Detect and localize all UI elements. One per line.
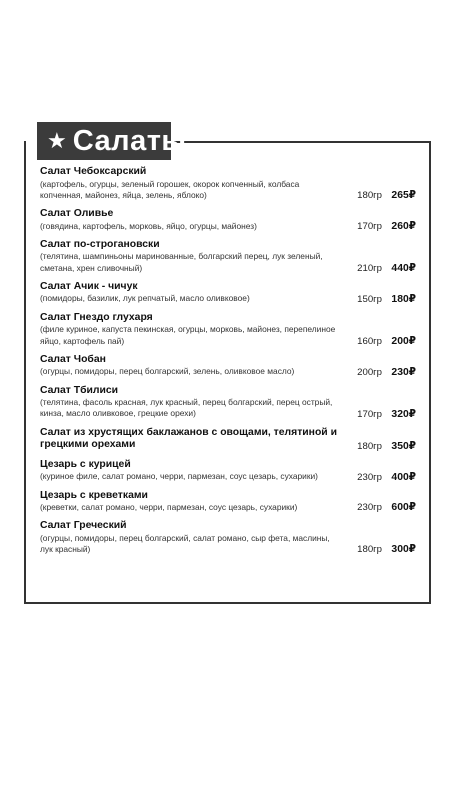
section-header <box>37 122 187 160</box>
menu-item <box>40 208 416 232</box>
item-description: (филе куриное, капуста пекинская, огурцы, морковь, майонез, перепелиное яйцо, картофель пай) <box>40 324 336 346</box>
item-description: (телятина, шампиньоны маринованные, болгарский перец, лук зеленый, сметана, хрен сливочный) <box>40 251 323 273</box>
item-description: (огурцы, помидоры, перец болгарский, салат романо, сыр фета, маслины, лук красный) <box>40 532 330 555</box>
item-name: Цезарь с курицей <box>40 458 131 470</box>
item-price: 300₽ <box>391 544 416 556</box>
item-weight: 180гр <box>357 544 382 556</box>
item-description: (телятина, фасоль красная, лук красный, перец болгарский, перец острый, кинза, масло оливковое, грецкие орехи) <box>40 397 333 419</box>
section-title: Салаты <box>72 124 187 157</box>
item-price: 350₽ <box>391 440 416 452</box>
menu-item <box>40 239 416 274</box>
item-name: Салат Оливье <box>40 208 114 220</box>
item-description: (говядина, картофель, морковь, яйцо, огурцы, майонез) <box>40 220 257 231</box>
item-price: 200₽ <box>391 335 416 347</box>
menu-item <box>40 490 416 514</box>
menu-item <box>40 385 416 420</box>
menu-item <box>40 459 416 483</box>
item-description: (помидоры, базилик, лук репчатый, масло оливковое) <box>40 293 250 304</box>
item-name: Салат Ачик - чичук <box>40 280 138 292</box>
menu-item <box>40 281 416 305</box>
item-description: (куриное филе, салат романо, черри, пармезан, соус цезарь, сухарики) <box>40 471 318 482</box>
item-description: (креветки, салат романо, черри, пармезан, соус цезарь, сухарики) <box>40 502 298 513</box>
item-name: Салат Гнездо глухаря <box>40 311 153 323</box>
item-name: Салат Греческий <box>40 520 127 532</box>
menu-item <box>40 427 416 452</box>
item-name: Цезарь с креветками <box>40 489 148 501</box>
item-weight: 200гр <box>357 366 382 378</box>
item-weight: 170гр <box>357 220 382 232</box>
item-weight: 160гр <box>357 335 382 347</box>
item-price: 600₽ <box>391 502 416 514</box>
menu-frame-top-border <box>174 141 431 143</box>
item-weight: 210гр <box>357 262 382 274</box>
item-name: Салат Чебоксарский <box>40 166 147 177</box>
item-weight: 230гр <box>357 471 382 483</box>
item-price: 260₽ <box>391 220 416 232</box>
item-price: 180₽ <box>391 293 416 305</box>
menu-list <box>40 166 416 562</box>
item-price: 320₽ <box>391 408 416 420</box>
item-weight: 230гр <box>357 502 382 514</box>
item-weight: 170гр <box>357 408 382 420</box>
item-weight: 150гр <box>357 293 382 305</box>
item-price: 230₽ <box>391 366 416 378</box>
item-name: Салат по-строгановски <box>40 238 160 250</box>
item-name: Салат из хрустящих баклажанов с овощами, телятиной и грецкими орехами <box>40 426 337 451</box>
item-description: (огурцы, помидоры, перец болгарский, зелень, оливковое масло) <box>40 366 295 377</box>
item-name: Салат Тбилиси <box>40 384 119 396</box>
item-price: 400₽ <box>391 471 416 483</box>
item-name: Салат Чобан <box>40 353 106 365</box>
item-description: (картофель, огурцы, зеленый горошек, окорок копченный, колбаса копченная, майонез, яйца, зелень, яблоко) <box>40 178 300 200</box>
menu-item <box>40 520 416 555</box>
item-price: 265₽ <box>391 190 416 202</box>
menu-item <box>40 166 416 201</box>
item-weight: 180гр <box>357 440 382 452</box>
item-weight: 180гр <box>357 190 382 202</box>
star-icon: ★ <box>47 128 67 153</box>
item-price: 440₽ <box>391 262 416 274</box>
menu-item <box>40 354 416 378</box>
menu-item <box>40 312 416 347</box>
